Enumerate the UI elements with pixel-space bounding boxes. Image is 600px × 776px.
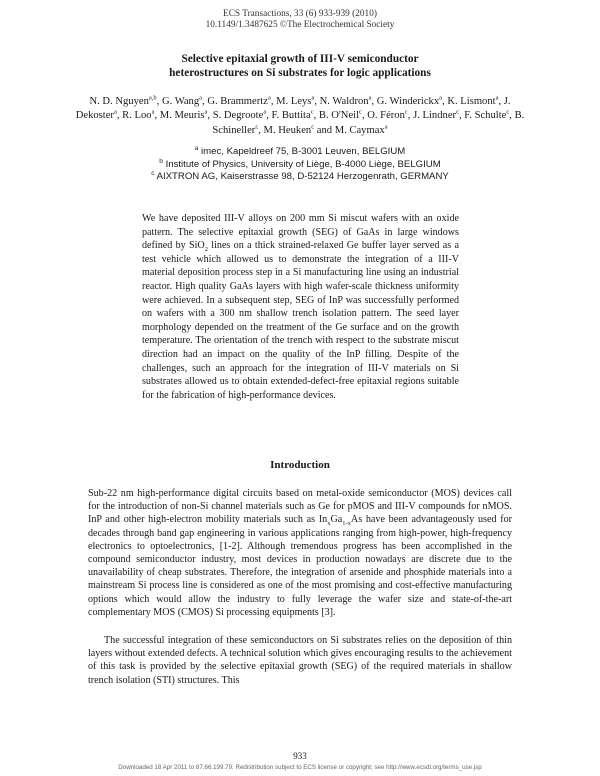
author: N. D. Nguyen	[89, 96, 149, 107]
affiliation-text: imec, Kapeldreef 75, B-3001 Leuven, BELGIUM	[201, 146, 406, 157]
author: M. Leys	[276, 96, 312, 107]
author: G. Winderickx	[376, 96, 440, 107]
author: J. Dekoster	[75, 96, 511, 122]
author: G. Wang	[161, 96, 200, 107]
author-mark: c	[456, 108, 459, 116]
author-mark: a	[311, 94, 315, 102]
author-mark: c	[506, 108, 510, 116]
page-number: 933	[293, 751, 307, 761]
intro-paragraph-2: The successful integration of these semiconductors on Si substrates relies on the deposition of thin layers without extended defects. A technical solution which gives encouraging results to the achievement of this task is provided by the selective epitaxial growth (SEG) of the required materials in shallow trench isolation (STI) structures. This	[88, 635, 512, 686]
author: F. Buttita	[271, 110, 311, 122]
section-heading: Introduction	[270, 459, 330, 471]
subscript: x	[327, 520, 331, 528]
title-line-1: Selective epitaxial growth of III-V semiconductor	[181, 53, 419, 65]
affiliation	[60, 171, 540, 184]
affiliation	[60, 159, 540, 172]
author-mark: c	[310, 108, 314, 116]
author-mark: a	[204, 108, 208, 116]
author: N. Waldron	[319, 96, 369, 107]
author-mark: a	[368, 94, 372, 102]
affiliation-mark: a	[194, 144, 199, 152]
author-mark: c	[404, 108, 408, 116]
affiliation	[60, 146, 540, 159]
author-mark: a	[267, 94, 271, 102]
author-mark: a	[113, 108, 117, 116]
download-footer: Downloaded 18 Apr 2011 to 87.66.199.79. Redistribution subject to ECS license or copyright; see http://www.ecsdl.org/terms_use.jsp	[118, 764, 482, 771]
author: J. Lindner	[413, 110, 457, 122]
author: B. Schineller	[212, 110, 525, 136]
author: M. Heuken	[263, 124, 312, 136]
title-line-2: heterostructures on Si substrates for logic applications	[169, 67, 431, 79]
author-mark: c	[255, 123, 259, 131]
author-mark: a	[263, 108, 267, 116]
affiliations	[60, 146, 540, 184]
author-mark: c	[311, 123, 315, 131]
abstract	[142, 212, 459, 402]
author: K. Lismont	[447, 96, 496, 107]
affiliation-mark: c	[151, 170, 155, 177]
author: B. O'Neil	[318, 110, 360, 122]
author: M. Meuris	[159, 110, 205, 122]
subscript: 1-x	[342, 520, 351, 528]
author-mark: a,b	[148, 94, 157, 102]
intro-paragraph-1: Sub-22 nm high-performance digital circuits based on metal-oxide semiconductor (MOS) devices call for the introduction of non-Si channel materials such as Ge for pMOS and III-V compounds for nMOS. InP and other high-electron mobility materials such as $In_xGa_{1-x}As$ have been advantageously used for decades through band gap engineering in various applications ranging from high-power, high-frequency electronics to optoelectronics, [1-2]. Although tremendous progress has been accomplished in the compound semiconductor industry, most devices in production nowadays are discrete due to the unavailability of cheap substrates. Therefore, the integration of arsenide and phosphide materials into a mainstream Si process line is considered as one of the most promising and cost-effective manufacturing options which would allow the industry to fully leverage the wafer size and state-of-the-art complementary MOS (CMOS) Si processing equipments [3].	[88, 488, 513, 618]
abstract-text: We have deposited III-V alloys on 200 mm Si miscut wafers with an oxide pattern. The selective epitaxial growth (SEG) of GaAs in large windows defined by SiO	[142, 213, 459, 252]
abstract-text-cont: lines on a thick strained-relaxed Ge buffer layer served as a test vehicle which allowed us to demonstrate the integration of a III-V material deposition process step in a Si manufacturing line using an industrial reactor. High quality GaAs layers with high wafer-scale thickness uniformity were achieved. In a subsequent step, SEG of InP was successfully performed on wafers with a 300 nm shallow trench isolation pattern. The seed layer morphology depended on the treatment of the Ge surface and on the growth temperature. The orientation of the trench with respect to the substrate miscut direction had an impact on the quality of the InP filling. Despite of the challenges, such an approach for the integration of III-V materials on Si substrates allowed us to obtain extended-defect-free epitaxial regions suitable for the fabrication of high-performance devices.	[142, 240, 459, 401]
author-mark: c	[359, 108, 362, 116]
journal-header	[0, 9, 600, 31]
author-mark: a	[384, 123, 388, 131]
author: F. Schulte	[464, 110, 507, 122]
author: O. Féron	[367, 110, 405, 122]
author-mark: a	[151, 108, 155, 116]
author-list: N. D. Nguyen$^{a,b}$, G. Wang$^a$, G. Brammertz$^a$, M. Leys$^a$, N. Waldron$^a$, G. Winderickx$^a$, K. Lismont$^a$, J. Dekoster$^a$, R. Loo$^a$, M. Meuris$^a$, S. Degroote$^a$, F. Buttita$^c$, B. O'Neil$^c$, O. Féron$^c$, J. Lindner$^c$, F. Schulte$^c$, B. Schineller$^c$, M. Heuken$^c$ and M. Caymax$^a$	[75, 94, 525, 136]
author-mark: a	[495, 94, 499, 102]
author: M. Caymax	[334, 124, 385, 136]
author: S. Degroote	[212, 110, 264, 122]
abstract-subscript: 2	[204, 246, 208, 254]
affiliation-mark: b	[159, 157, 163, 165]
author: R. Loo	[122, 110, 152, 122]
author: G. Brammertz	[207, 96, 268, 107]
paper-title	[0, 52, 600, 80]
author-mark: a	[199, 94, 203, 102]
affiliation-text: AIXTRON AG, Kaiserstrasse 98, D-52124 Herzogenrath, GERMANY	[156, 171, 449, 183]
author-mark: a	[439, 94, 443, 102]
journal-citation: ECS Transactions, 33 (6) 933-939 (2010)	[223, 9, 377, 19]
doi-line: 10.1149/1.3487625 ©The Electrochemical Society	[205, 20, 395, 30]
affiliation-text: Institute of Physics, University of Liège, B-4000 Liège, BELGIUM	[165, 158, 441, 170]
